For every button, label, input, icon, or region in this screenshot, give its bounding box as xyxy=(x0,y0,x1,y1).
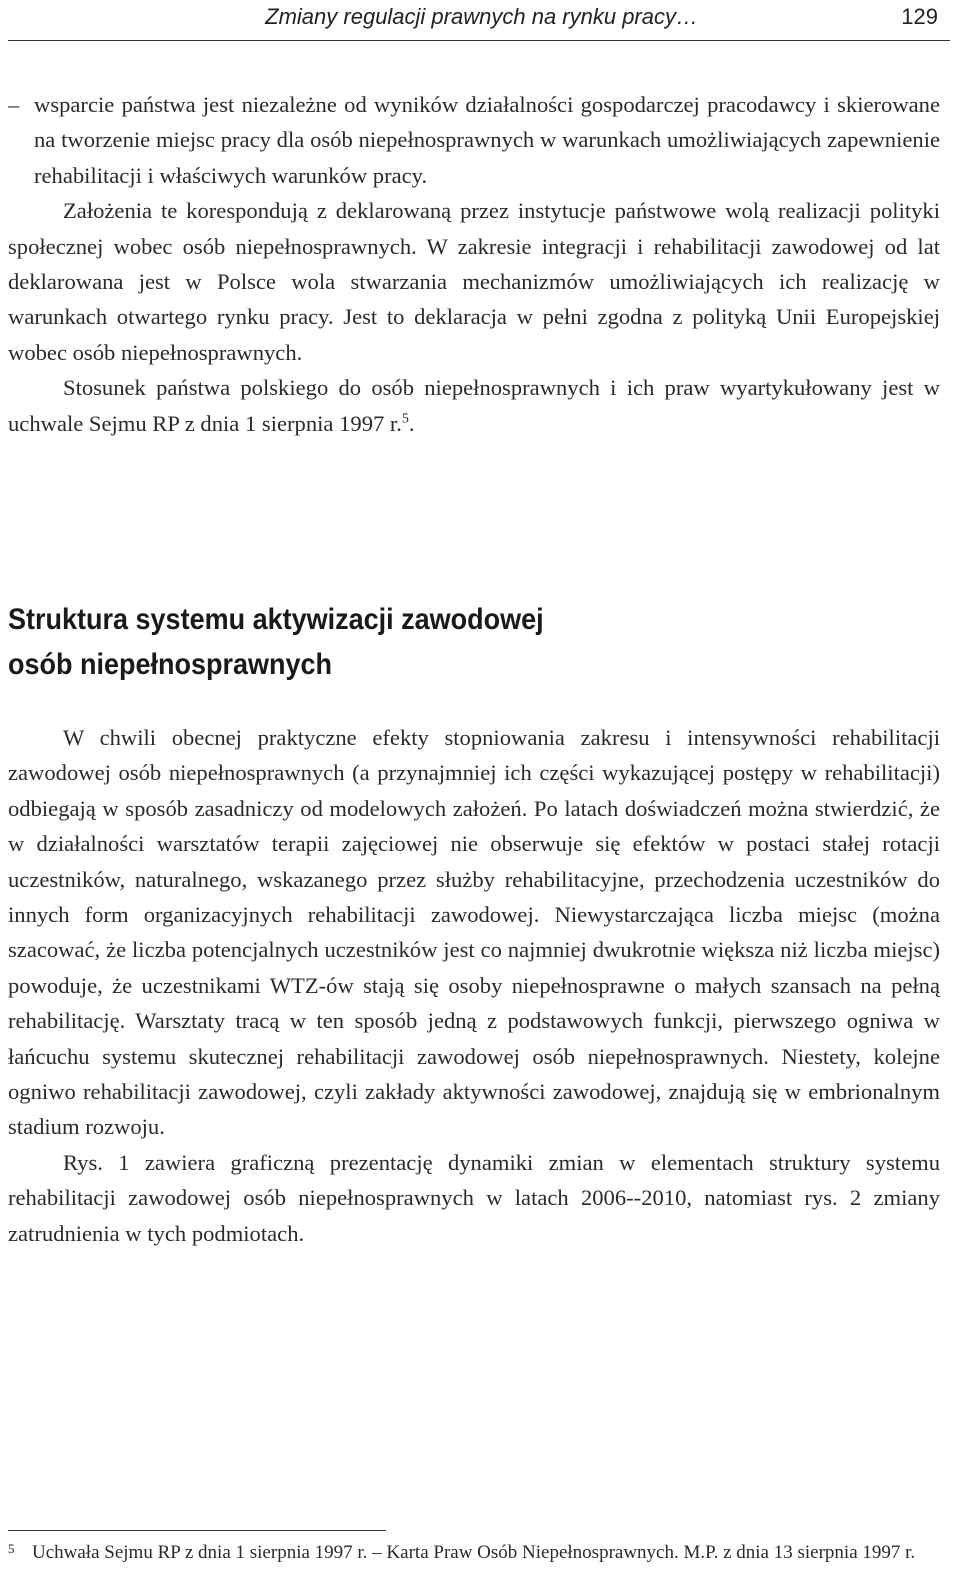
dash-list-item-text: wsparcie państwa jest niezależne od wyników działalności gospodarczej pracodawcy i skierowane na tworzenie miejsc pracy dla osób niepełnosprawnych w warunkach umożliwiających zapewnienie rehabilitacji i właściwych warunków pracy. xyxy=(34,92,940,188)
paragraph: Rys. 1 zawiera graficzną prezentację dynamiki zmian w elementach struktury systemu rehabilitacji zawodowej osób niepełnosprawnych w latach 2006--2010, natomiast rys. 2 zmiany zatrudnienia w tych podmiotach. xyxy=(8,1149,940,1246)
section-text-block xyxy=(8,720,940,1251)
paragraph-text: Stosunek państwa polskiego do osób niepełnosprawnych i ich praw wyartykułowany jest w uchwale Sejmu RP z dnia 1 sierpnia 1997 r. xyxy=(8,375,940,436)
running-title: Zmiany regulacji prawnych na rynku pracy… xyxy=(265,4,698,29)
section-heading-line-2: osób niepełnosprawnych xyxy=(8,648,333,681)
paragraph: W chwili obecnej praktyczne efekty stopniowania zakresu i intensywności rehabilitacji zawodowej osób niepełnosprawnych (a przynajmniej ich części wykazującej postępy w rehabilitacji) odbiegają w sposób zasadniczy od modelowych założeń. Po latach doświadczeń można stwierdzić, że w działalności warsztatów terapii zajęciowej nie obserwuje się efektów w postaci stałej rotacji uczestników, naturalnego, wskazanego przez służby rehabilitacyjne, przechodzenia uczestników do innych form organizacyjnych rehabilitacji zawodowej. Niewystarczająca liczba miejsc (można szacować, że liczba potencjalnych uczestników jest co najmniej dwukrotnie większa niż liczba miejsc) powoduje, że uczestnikami WTZ-ów stają się osoby niepełnosprawne o małych szansach na pełną rehabilitację. Warsztaty tracą w ten sposób jedną z podstawowych funkcji, pierwszego ogniwa w łańcuchu systemu skutecznej rehabilitacji zawodowej osób niepełnosprawnych. Niestety, kolejne ogniwo rehabilitacji zawodowej, czyli zakłady aktywności zawodowej, znajdują się w embrionalnym stadium rozwoju. xyxy=(8,725,940,1140)
dash-marker: – xyxy=(8,92,20,117)
top-text-block xyxy=(8,87,940,441)
footnote-divider xyxy=(8,1530,386,1531)
dash-list-item xyxy=(8,87,940,193)
section-heading-line-1: Struktura systemu aktywizacji zawodowej xyxy=(8,603,544,636)
section-heading xyxy=(8,597,818,687)
footnote xyxy=(8,1541,940,1565)
paragraph-with-footnote xyxy=(8,370,940,441)
footnote-text: Uchwała Sejmu RP z dnia 1 sierpnia 1997 r. – Karta Praw Osób Niepełnosprawnych. M.P. z dnia 13 sierpnia 1997 r. xyxy=(32,1542,916,1563)
footnote-number: 5 xyxy=(8,1541,15,1556)
running-header xyxy=(8,0,950,41)
paragraph: Założenia te korespondują z deklarowaną przez instytucje państwowe wolą realizacji polityki społecznej wobec osób niepełnosprawnych. W zakresie integracji i rehabilitacji zawodowej od lat deklarowana jest w Polsce wola stwarzania mechanizmów umożliwiających ich realizację w warunkach otwartego rynku pracy. Jest to deklaracja w pełni zgodna z polityką Unii Europejskiej wobec osób niepełnosprawnych. xyxy=(8,198,940,365)
footnote-reference: 5 xyxy=(401,411,409,427)
paragraph-end-punctuation: . xyxy=(408,410,415,436)
page-number: 129 xyxy=(901,4,938,29)
